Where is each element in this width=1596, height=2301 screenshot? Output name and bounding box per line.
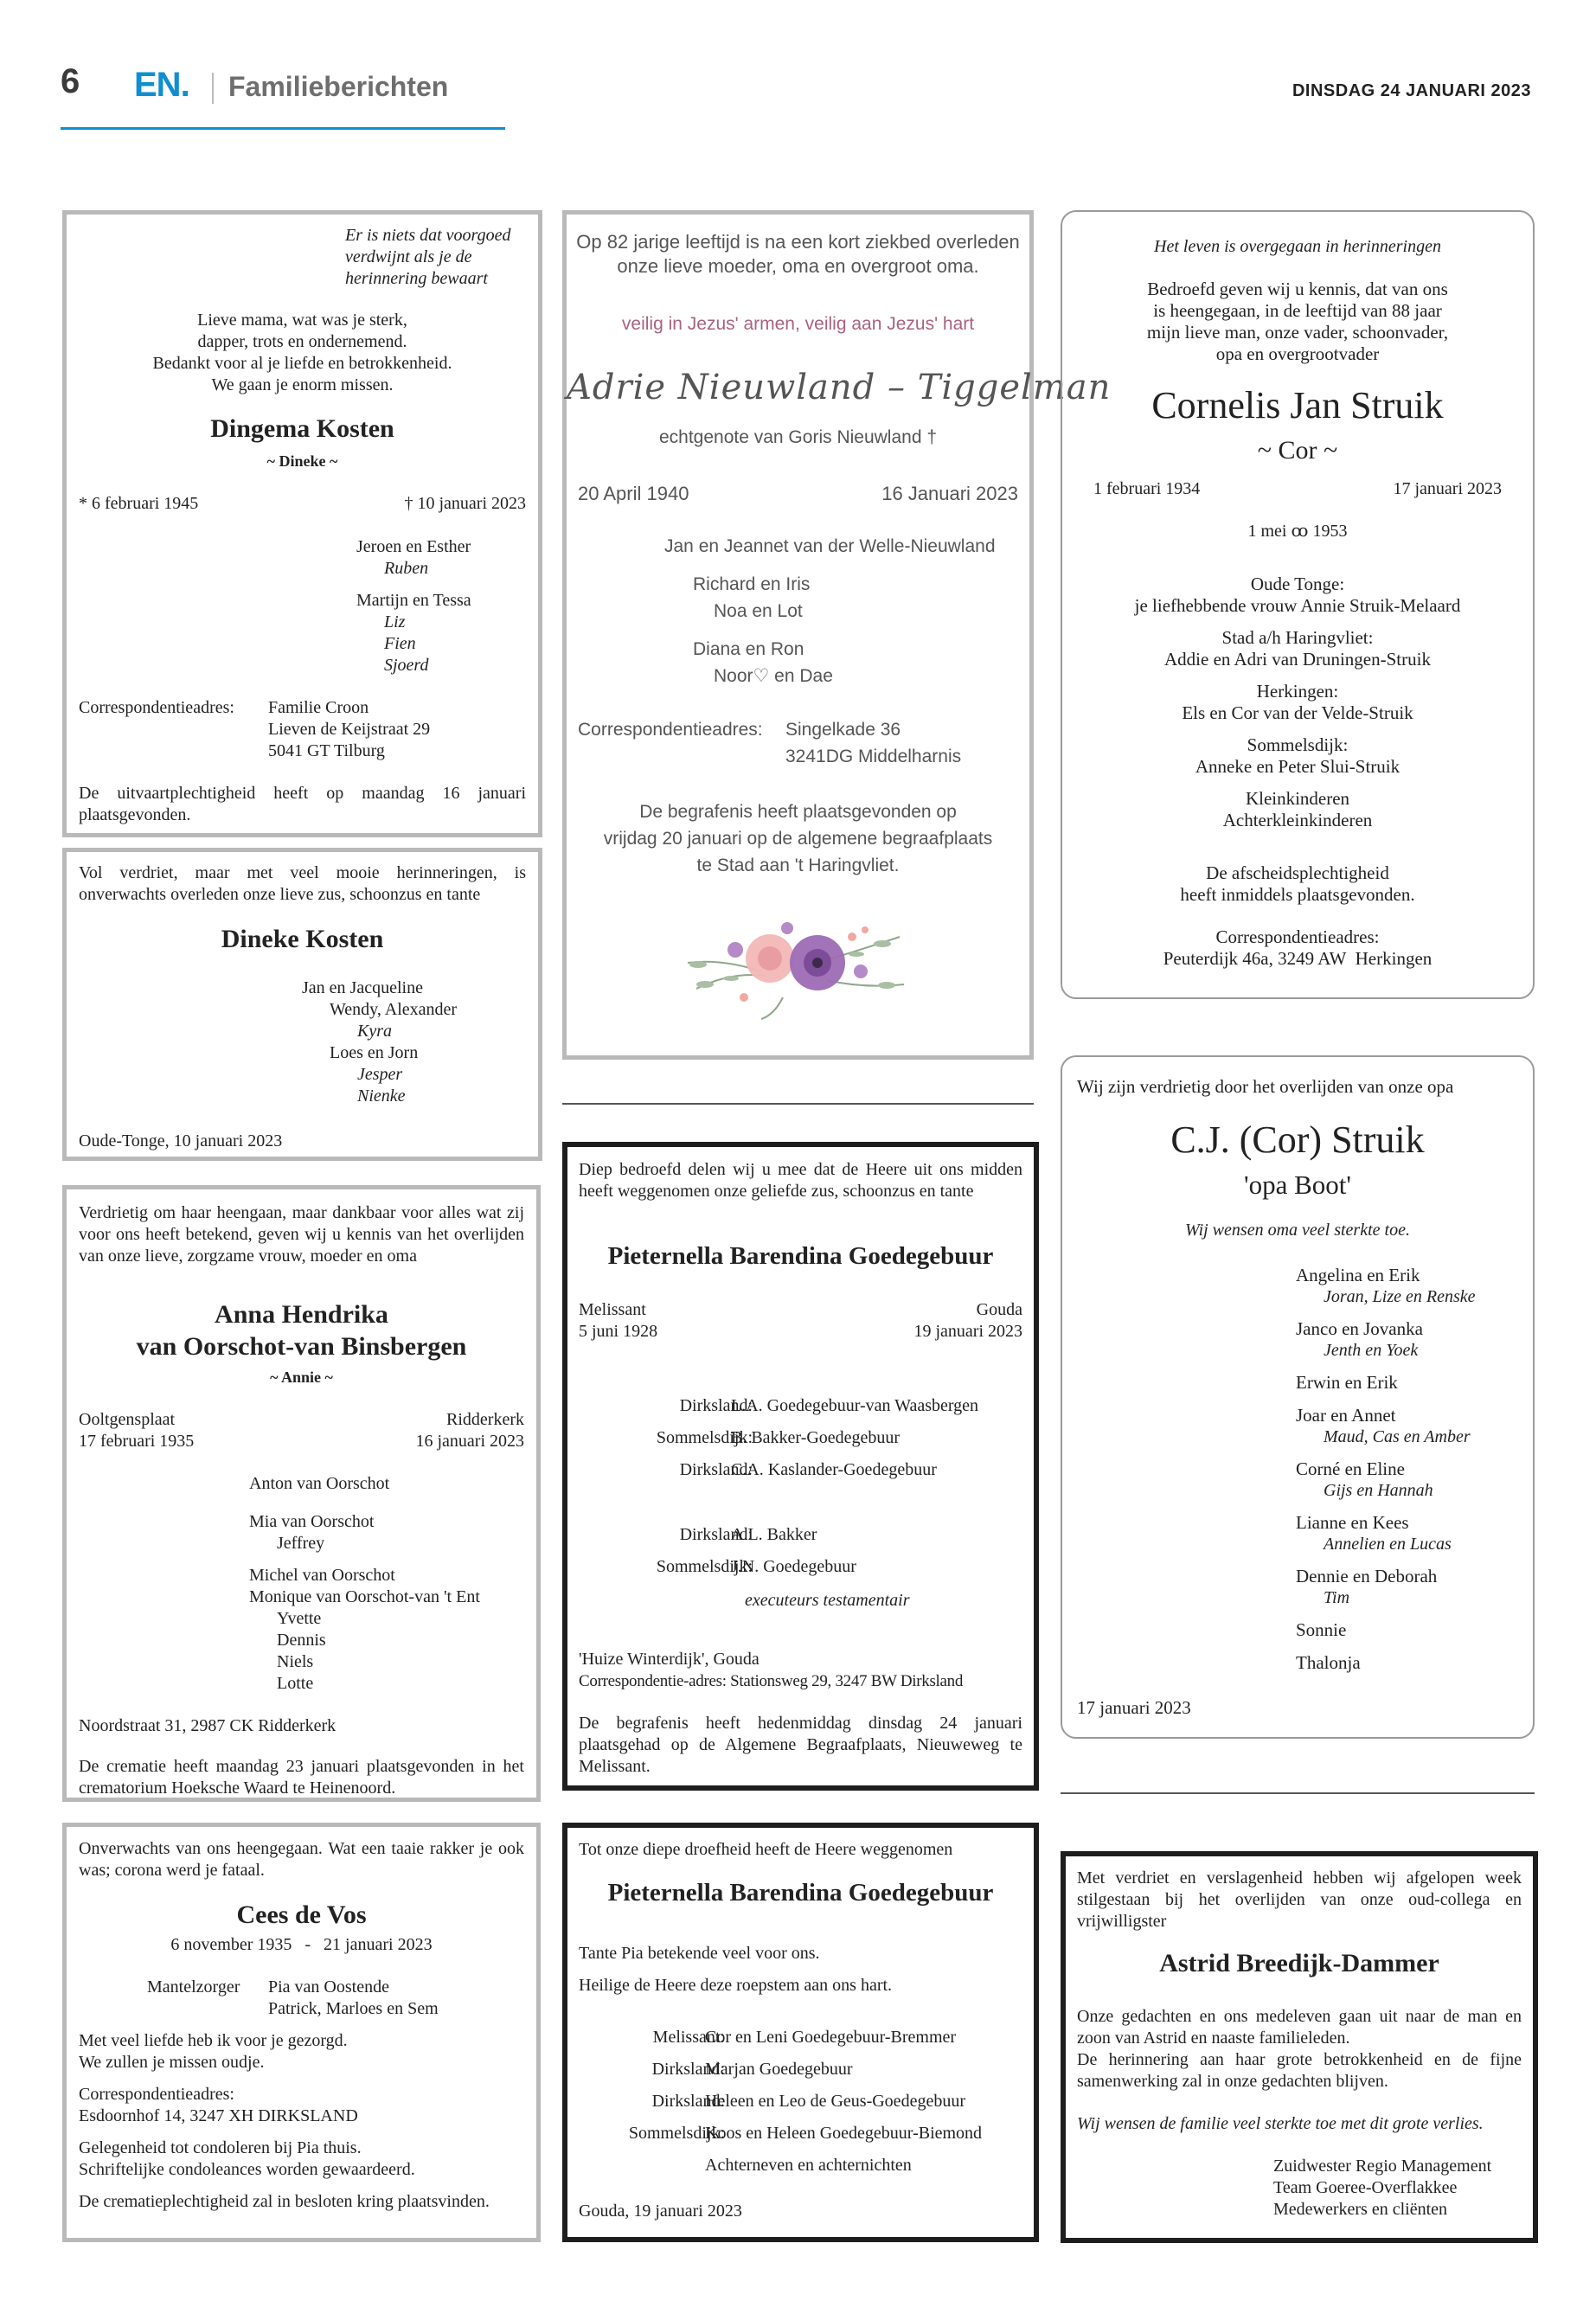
- spouse-line: echtgenote van Goris Nieuwland †: [658, 427, 938, 447]
- family-line: Joran, Lize en Renske: [1324, 1287, 1476, 1306]
- intro-line: We gaan je enorm missen.: [211, 375, 394, 394]
- death-place: Gouda: [976, 1300, 1022, 1319]
- family-line: Joar en Annet: [1296, 1405, 1396, 1426]
- family-line: Lianne en Kees: [1296, 1512, 1409, 1533]
- deceased-name: Adrie Nieuwland – Tiggelman: [567, 368, 1112, 407]
- family-line: Dennis: [277, 1631, 326, 1650]
- place-date: Gouda, 19 januari 2023: [579, 2202, 742, 2221]
- family-place: Dirksland:: [679, 1525, 753, 1544]
- bible-verse: veilig in Jezus' armen, veilig aan Jezus' hart: [621, 314, 975, 334]
- notice-cees-de-vos: [62, 1823, 541, 2242]
- intro-text: Vol verdriet, maar met veel mooie herinneringen, is onverwachts overleden onze lieve zus, schoonzus en tante: [79, 863, 526, 904]
- condolence-line: Gelegenheid tot condoleren bij Pia thuis.: [79, 2138, 362, 2157]
- family-name: Heleen en Leo de Geus-Goedegebuur: [705, 2092, 965, 2111]
- signature-line: Zuidwester Regio Management: [1273, 2157, 1492, 2176]
- family-place: Dirksland:: [651, 2060, 725, 2079]
- deceased-name: Pieternella Barendina Goedegebuur: [607, 1242, 994, 1270]
- address-line: Noordstraat 31, 2987 CK Ridderkerk: [79, 1716, 337, 1735]
- message-line: We zullen je missen oudje.: [79, 2053, 265, 2072]
- funeral-line: vrijdag 20 januari op de algemene begraafplaats: [603, 829, 993, 849]
- family-line: Yvette: [277, 1609, 322, 1628]
- birth-date: 17 februari 1935: [79, 1432, 195, 1451]
- header-divider: [212, 73, 214, 104]
- deceased-name: Astrid Breedijk-Dammer: [1159, 1949, 1439, 1977]
- column-divider: [1061, 1792, 1535, 1794]
- family-line: Martijn en Tessa: [356, 591, 471, 610]
- family-name: Marjan Goedegebuur: [705, 2060, 853, 2079]
- newspaper-logo: EN.: [134, 66, 189, 104]
- ceremony-note: De crematie heeft maandag 23 januari plaatsgevonden in het crematorium Hoeksche Waard te Heinenoord.: [79, 1757, 524, 1798]
- birth-date: 20 April 1940: [578, 483, 689, 504]
- family-line: Stad a/h Haringvliet:: [1221, 627, 1374, 648]
- life-dates: 6 november 1935 - 21 januari 2023: [170, 1935, 433, 1954]
- death-date: † 10 januari 2023: [404, 494, 526, 513]
- family-name: B. Bakker-Goedegebuur: [731, 1428, 901, 1447]
- family-place: Dirksland:: [679, 1396, 753, 1415]
- family-line: Fien: [384, 634, 416, 653]
- intro-line: Lieve mama, wat was je sterk,: [197, 311, 407, 330]
- family-line: Jenth en Yoek: [1324, 1341, 1419, 1360]
- intro-line: mijn lieve man, onze vader, schoonvader,: [1146, 322, 1449, 343]
- family-line: Achterkleinkinderen: [1222, 810, 1373, 830]
- family-line: Anton van Oorschot: [249, 1474, 390, 1493]
- family-line: Kleinkinderen: [1245, 788, 1350, 809]
- nickname: ~ Dineke ~: [266, 452, 338, 470]
- family-extra: Achterneven en achternichten: [705, 2156, 912, 2175]
- family-name: L.A. Goedegebuur-van Waasbergen: [731, 1396, 979, 1415]
- wish-line: Wij wensen oma veel sterkte toe.: [1185, 1221, 1410, 1240]
- nickname: ~ Annie ~: [270, 1368, 333, 1386]
- family-line: Monique van Oorschot-van 't Ent: [249, 1587, 480, 1606]
- residence-line: 'Huize Winterdijk', Gouda: [579, 1650, 760, 1669]
- notice-anna-van-oorschot: [62, 1185, 541, 1802]
- family-line: Jeffrey: [277, 1534, 325, 1553]
- family-name: Cor en Leni Goedegebuur-Bremmer: [705, 2028, 957, 2047]
- nickname: 'opa Boot': [1244, 1170, 1351, 1200]
- quote-line: verdwijnt als je de: [345, 247, 472, 266]
- family-line: Jan en Jeannet van der Welle-Nieuwland: [664, 536, 996, 556]
- death-place: Ridderkerk: [446, 1410, 524, 1429]
- condolence-line: Schriftelijke condoleances worden gewaardeerd.: [79, 2160, 415, 2179]
- notice-opa-boot: [1061, 1055, 1535, 1739]
- executors-note: executeurs testamentair: [745, 1591, 910, 1610]
- intro-line: is heengegaan, in de leeftijd van 88 jaar: [1153, 300, 1442, 321]
- family-line: Sonnie: [1296, 1619, 1347, 1640]
- deceased-name-line2: van Oorschot-van Binsbergen: [136, 1332, 467, 1361]
- family-line: Addie en Adri van Druningen-Struik: [1164, 649, 1431, 670]
- funeral-note: De begrafenis heeft hedenmiddag dinsdag 24 januari plaatsgehad op de Algemene Begraafplaats, Nieuweweg te Melissant.: [579, 1714, 1022, 1776]
- family-line: Niels: [277, 1652, 314, 1671]
- quote-line: herinnering bewaart: [345, 269, 488, 288]
- intro-line: Bedroefd geven wij u kennis, dat van ons: [1147, 279, 1448, 299]
- column-divider: [562, 1103, 1034, 1105]
- farewell-line: heeft inmiddels plaatsgevonden.: [1180, 884, 1415, 905]
- address-line: 5041 GT Tilburg: [268, 741, 385, 760]
- notice-dingema-kosten: [62, 210, 542, 837]
- family-name: J.N. Goedegebuur: [731, 1557, 856, 1576]
- family-name: A.L. Bakker: [731, 1525, 817, 1544]
- birth-date: 5 juni 1928: [579, 1322, 658, 1341]
- notice-adrie-nieuwland: [562, 210, 1112, 1060]
- family-line: Gijs en Hannah: [1324, 1481, 1433, 1500]
- carer-line: Patrick, Marloes en Sem: [268, 1999, 439, 2018]
- family-place: Sommelsdijk:: [628, 2124, 725, 2143]
- intro-text: Met verdriet en verslagenheid hebben wij afgelopen week stilgestaan bij het overlijden van onze oud-collega en vrijwilligster: [1077, 1868, 1522, 1931]
- family-place: Sommelsdijk:: [656, 1428, 753, 1447]
- body-text: Onze gedachten en ons medeleven gaan uit naar de man en zoon van Astrid en naaste familieleden.: [1077, 2007, 1522, 2048]
- section-title: Familieberichten: [228, 71, 449, 102]
- intro-text: Onverwachts van ons heengegaan. Wat een taaie rakker je ook was; corona werd je fataal.: [79, 1839, 524, 1880]
- family-line: Sommelsdijk:: [1247, 734, 1349, 755]
- intro-line: dapper, trots en ondernemend.: [197, 332, 407, 351]
- family-line: Corné en Eline: [1296, 1458, 1405, 1479]
- address-label: Correspondentieadres:: [79, 698, 234, 717]
- funeral-line: te Stad aan 't Haringvliet.: [696, 856, 900, 875]
- page-number: 6: [61, 62, 80, 100]
- address-line: Singelkade 36: [785, 720, 901, 740]
- family-line: Nienke: [357, 1086, 406, 1106]
- deceased-name: Anna Hendrika: [215, 1300, 388, 1329]
- address-label: Correspondentieadres:: [79, 2085, 234, 2104]
- birth-place: Melissant: [579, 1300, 646, 1319]
- funeral-line: De begrafenis heeft plaatsgevonden op: [639, 802, 957, 822]
- family-name: C.A. Kaslander-Goedegebuur: [731, 1460, 937, 1479]
- birth-date: * 6 februari 1945: [79, 494, 199, 513]
- family-line: Dennie en Deborah: [1296, 1566, 1438, 1586]
- family-line: Ruben: [384, 559, 429, 578]
- family-line: Anneke en Peter Slui-Struik: [1195, 756, 1401, 777]
- address-label: Correspondentieadres:: [578, 720, 763, 740]
- farewell-line: De afscheidsplechtigheid: [1206, 862, 1389, 883]
- address-line: Peuterdijk 46a, 3249 AW Herkingen: [1163, 948, 1433, 969]
- intro-line: opa en overgrootvader: [1215, 343, 1380, 364]
- family-line: Angelina en Erik: [1296, 1265, 1420, 1285]
- intro-text: Wij zijn verdrietig door het overlijden van onze opa: [1077, 1076, 1454, 1097]
- deceased-name: Dineke Kosten: [221, 925, 384, 953]
- body-text: De herinnering aan haar grote betrokkenheid en de fijne samenwerking zal in onze gedachten blijven.: [1077, 2050, 1522, 2091]
- ceremony-note: De crematieplechtigheid zal in besloten kring plaatsvinden.: [79, 2192, 490, 2211]
- intro-line: Op 82 jarige leeftijd is na een kort ziekbed overleden: [576, 231, 1020, 253]
- family-line: Wendy, Alexander: [330, 1000, 458, 1019]
- deceased-name: Dingema Kosten: [210, 414, 394, 443]
- family-line: Thalonja: [1296, 1652, 1361, 1673]
- place-date: Oude-Tonge, 10 januari 2023: [79, 1131, 283, 1150]
- family-line: Herkingen:: [1256, 681, 1339, 702]
- family-line: Richard en Iris: [693, 574, 811, 594]
- notice-astrid-breedijk-dammer: [1061, 1851, 1538, 2243]
- signature-line: Team Goeree-Overflakkee: [1273, 2178, 1458, 2197]
- family-line: Mia van Oorschot: [249, 1512, 375, 1531]
- family-line: Janco en Jovanka: [1296, 1318, 1423, 1339]
- family-line: Michel van Oorschot: [249, 1566, 395, 1585]
- address-label: Correspondentieadres:: [1215, 926, 1380, 947]
- family-line: Liz: [384, 612, 406, 631]
- family-line: Kyra: [357, 1022, 392, 1041]
- carer-label: Mantelzorger: [147, 1977, 240, 1997]
- family-line: Tim: [1324, 1588, 1350, 1607]
- header-rule: [61, 127, 505, 130]
- message-line: Met veel liefde heb ik voor je gezorgd.: [79, 2031, 348, 2050]
- birth-place: Ooltgensplaat: [79, 1410, 176, 1429]
- carer-line: Pia van Oostende: [268, 1977, 389, 1997]
- quote-line: Het leven is overgegaan in herinneringen: [1154, 237, 1441, 256]
- deceased-name: C.J. (Cor) Struik: [1170, 1118, 1425, 1161]
- deceased-name: Cornelis Jan Struik: [1151, 384, 1444, 426]
- intro-text: Verdrietig om haar heengaan, maar dankbaar voor alles wat zij voor ons heeft betekend, geven wij u kennis van het overlijden van onze lieve, zorgzame vrouw, moeder en oma: [79, 1203, 524, 1266]
- quote-line: Er is niets dat voorgoed: [345, 226, 511, 245]
- family-place: Dirksland:: [651, 2092, 725, 2111]
- family-line: Annelien en Lucas: [1324, 1535, 1452, 1554]
- deceased-name: Pieternella Barendina Goedegebuur: [607, 1879, 994, 1907]
- place-date: 17 januari 2023: [1077, 1697, 1191, 1718]
- address-line: 3241DG Middelharnis: [785, 747, 962, 766]
- family-line: Jesper: [357, 1065, 403, 1084]
- family-line: Diana en Ron: [693, 639, 804, 659]
- intro-text: Diep bedroefd delen wij u mee dat de Heere uit ons midden heeft weggenomen onze geliefde zus, schoonzus en tante: [579, 1160, 1022, 1201]
- address-line: Familie Croon: [268, 698, 369, 717]
- notice-pieternella-goedegebuur: [562, 1142, 1039, 1791]
- family-line: Jeroen en Esther: [356, 537, 471, 556]
- death-date: 16 januari 2023: [415, 1432, 524, 1451]
- signature-line: Medewerkers en cliënten: [1273, 2200, 1448, 2219]
- family-line: Els en Cor van der Velde-Struik: [1182, 702, 1413, 723]
- address-line: Lieven de Keijstraat 29: [268, 720, 431, 739]
- family-place: Dirksland:: [679, 1460, 753, 1479]
- death-date: 16 Januari 2023: [881, 483, 1018, 504]
- family-line: Sjoerd: [384, 656, 429, 675]
- death-date: 17 januari 2023: [1393, 479, 1502, 498]
- death-date: 19 januari 2023: [913, 1322, 1022, 1341]
- issue-date: DINSDAG 24 JANUARI 2023: [1292, 81, 1531, 100]
- address-line: Esdoornhof 14, 3247 XH DIRKSLAND: [79, 2106, 358, 2125]
- address-line: Correspondentie-adres: Stationsweg 29, 3247 BW Dirksland: [579, 1672, 964, 1690]
- deceased-name: Cees de Vos: [236, 1900, 367, 1929]
- notice-dineke-kosten: [62, 848, 542, 1161]
- family-place: Melissant:: [652, 2028, 725, 2047]
- marriage-date: 1 mei ꝏ 1953: [1247, 522, 1348, 541]
- message-line: Heilige de Heere deze roepstem aan ons hart.: [579, 1976, 893, 1995]
- intro-line: Bedankt voor al je liefde en betrokkenheid.: [152, 354, 452, 373]
- family-line: Maud, Cas en Amber: [1324, 1427, 1471, 1446]
- intro-text: Tot onze diepe droefheid heeft de Heere weggenomen: [579, 1840, 953, 1859]
- ceremony-note: De uitvaartplechtigheid heeft op maandag 16 januari plaatsgevonden.: [79, 784, 526, 824]
- family-name: Koos en Heleen Goedegebuur-Biemond: [705, 2124, 983, 2143]
- wish-line: Wij wensen de familie veel sterkte toe met dit grote verlies.: [1077, 2114, 1484, 2133]
- flower-bouquet-illustration: [679, 911, 913, 1023]
- family-line: Erwin en Erik: [1296, 1372, 1398, 1393]
- family-place: Sommelsdijk:: [656, 1557, 753, 1576]
- message-line: Tante Pia betekende veel voor ons.: [579, 1944, 820, 1963]
- family-line: Noa en Lot: [714, 601, 803, 621]
- notice-tante-pia: [562, 1823, 1039, 2242]
- family-line: Jan en Jacqueline: [302, 978, 423, 997]
- nickname: ~ Cor ~: [1257, 436, 1338, 465]
- family-line: Noor♡ en Dae: [714, 666, 833, 686]
- family-line: Loes en Jorn: [330, 1043, 419, 1062]
- family-line: Oude Tonge:: [1250, 574, 1345, 594]
- family-line: je liefhebbende vrouw Annie Struik-Melaard: [1134, 595, 1461, 616]
- intro-line: onze lieve moeder, oma en overgroot oma.: [617, 255, 979, 277]
- notice-cornelis-jan-struik: [1061, 210, 1535, 999]
- birth-date: 1 februari 1934: [1093, 479, 1201, 498]
- family-line: Lotte: [277, 1674, 314, 1693]
